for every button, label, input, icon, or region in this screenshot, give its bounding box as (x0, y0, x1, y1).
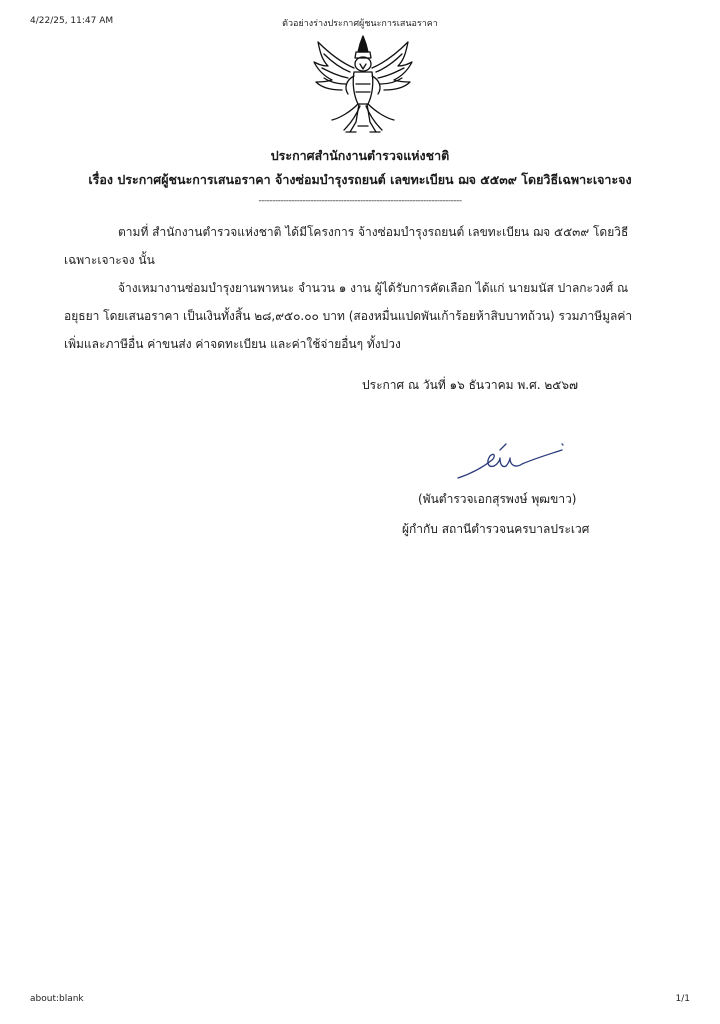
signer-name: (พันตำรวจเอกสุรพงษ์ พุฒขาว) (418, 492, 577, 506)
handwritten-signature-icon (456, 438, 566, 486)
announcement-date: ประกาศ ณ วันที่ ๑๖ ธันวาคม พ.ศ. ๒๕๖๗ (362, 378, 578, 392)
print-footer-url: about:blank (30, 994, 84, 1004)
paragraph-award: จ้างเหมางานซ่อมบำรุงยานพาหนะ จำนวน ๑ งาน ผู้ได้รับการคัดเลือก ได้แก่ นายมนัส ปาลกะวงศ์ ณ อยุธยา โดยเสนอราคา เป็นเงินทั้งสิ้น ๒๘,๙๕๐.๐๐ บาท (สองหมื่นแปดพันเก้าร้อยห้าสิบบาทถ้วน) รวมภาษีมูลค่าเพิ่มและภาษีอื่น ค่าขนส่ง ค่าจดทะเบียน และค่าใช้จ่ายอื่นๆ ทั้งปวง (64, 281, 633, 351)
garuda-emblem-icon (310, 34, 416, 140)
section-divider: -------------------------------------------------------------------------- (258, 196, 462, 206)
print-header-title: ตัวอย่างร่างประกาศผู้ชนะการเสนอราคา (282, 19, 438, 29)
print-date-time: 4/22/25, 11:47 AM (30, 16, 114, 26)
signer-position: ผู้กำกับ สถานีตำรวจนครบาลประเวศ (402, 522, 590, 536)
print-footer-page-number: 1/1 (675, 994, 690, 1004)
announcement-subject: เรื่อง ประกาศผู้ชนะการเสนอราคา จ้างซ่อมบำรุงรถยนต์ เลขทะเบียน ฌจ ๕๕๓๙ โดยวิธีเฉพาะเจาะจง (88, 172, 632, 187)
announcement-title: ประกาศสำนักงานตำรวจแห่งชาติ (270, 148, 450, 163)
paragraph-project: ตามที่ สำนักงานตำรวจแห่งชาติ ได้มีโครงการ จ้างซ่อมบำรุงรถยนต์ เลขทะเบียน ฌจ ๕๕๓๙ โดยวิธีเฉพาะเจาะจง นั้น (64, 225, 629, 267)
